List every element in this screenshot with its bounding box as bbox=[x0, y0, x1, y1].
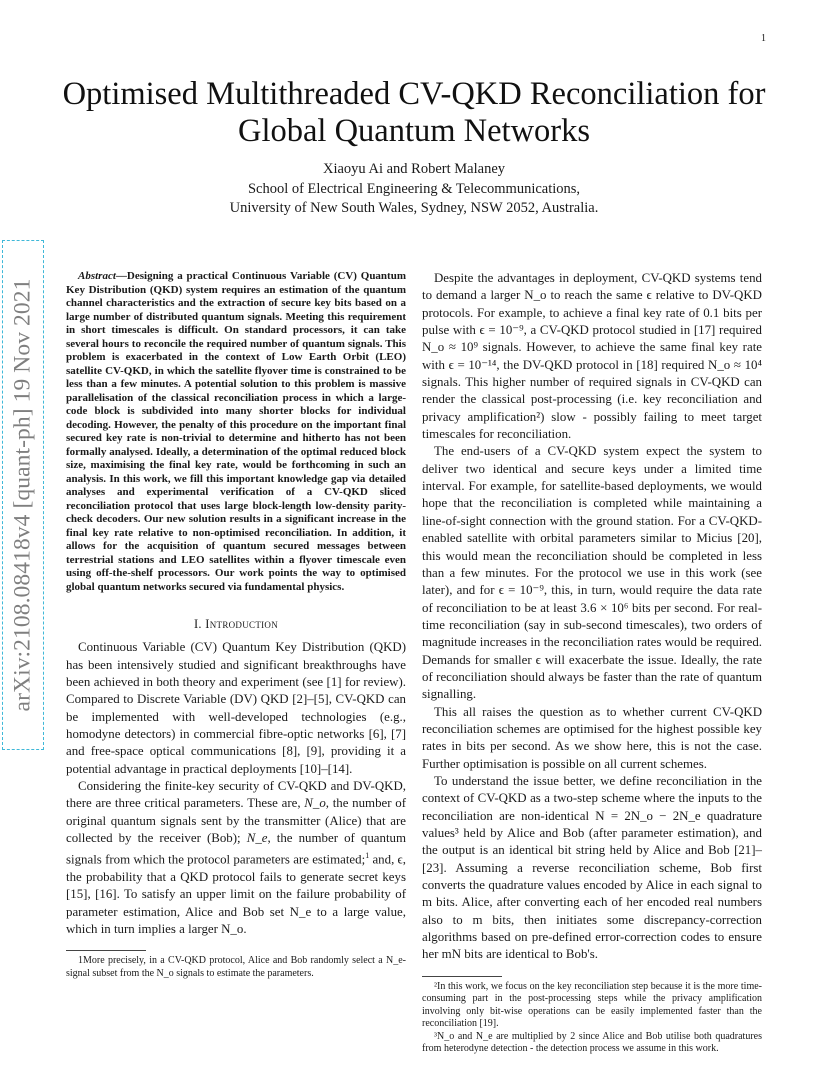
left-column bbox=[66, 270, 406, 980]
author-block bbox=[60, 160, 768, 219]
paper-title: Optimised Multithreaded CV-QKD Reconciliation for Global Quantum Networks bbox=[62, 76, 766, 149]
abstract-lead: Abstract bbox=[78, 270, 116, 282]
affiliation-line-1: School of Electrical Engineering & Telecommunications, bbox=[247, 180, 581, 197]
footnote-3: ³N_o and N_e are multiplied by 2 since Alice and Bob utilise both quadratures from heterodyne detection - the detection process we assume in this work. bbox=[422, 1030, 762, 1055]
author-names: Xiaoyu Ai and Robert Malaney bbox=[322, 161, 505, 177]
section-heading: I. Introduction bbox=[193, 617, 279, 631]
right-column bbox=[422, 270, 762, 1056]
intro-paragraph-6: To understand the issue better, we define reconciliation in the context of CV-QKD as a two-step scheme where the inputs to the reconciliation are non-identical N = 2N_o − 2N_e quadrature values³ held by Alice and Bob (after parameter estimation), and the output is an identical bit string held by Alice and Bob [21]–[23]. Assuming a reverse reconciliation scheme, Bob first converts the quadrature values encoded by Alice in each signal to m bits. Alice, after converting each of her encoded real numbers also to m bits, then initiates some discrepancy-correction algorithms based on pre-defined error-correction codes to ensure her mN bits are identical to Bob's. bbox=[422, 773, 762, 962]
intro-paragraph-2: Considering the finite-key security of CV-QKD and DV-QKD, there are three critical parameters. These are, N_o, the number of original quantum signals sent by the transmitter (Alice) that are collected by the receiver (Bob); N_e, the number of quantum signals from which the protocol parameters are estimated;$^1$ and, ϵ, the probability that a QKD protocol fails to generate secret keys [15], [16]. To satisfy an upper limit on the failure probability of parameter estimation, Alice and Bob set N_e to a large value, which in turn implies a larger N_o. bbox=[66, 779, 406, 937]
intro-paragraph-1: Continuous Variable (CV) Quantum Key Distribution (QKD) has been intensively studied and significant breakthroughs have been achieved in both theory and experiment (see [1] for review). Compared to Discrete Variable (DV) QKD [2]–[5], CV-QKD can be implemented with well-developed technologies (e.g., homodyne detectors) in commercial fibre-optic networks [6], [7] and free-space optical communications [8], [9], providing it a potential advantage in practical deployments [10]–[14]. bbox=[66, 640, 406, 776]
abstract bbox=[66, 270, 406, 594]
affiliation-line-2: University of New South Wales, Sydney, NSW 2052, Australia. bbox=[229, 200, 599, 216]
page-number: 1 bbox=[761, 33, 766, 44]
footnote-1: 1More precisely, in a CV-QKD protocol, Alice and Bob randomly select a N_e-signal subset from the N_o signals to estimate the parameters. bbox=[66, 955, 406, 979]
footnote-rule bbox=[66, 950, 146, 951]
arxiv-stamp-text: arXiv:2108.08418v4 [quant-ph] 19 Nov 2021 bbox=[9, 278, 36, 712]
intro-paragraph-3: Despite the advantages in deployment, CV-QKD systems tend to demand a larger N_o to reach the same ϵ relative to DV-QKD protocols. For example, to achieve a final key rate of 0.1 bits per pulse with ϵ = 10⁻⁹, a CV-QKD protocol studied in [17] required N_o ≈ 10⁹ signals. However, to achieve the same final key rate with ϵ = 10⁻¹⁴, the DV-QKD protocol in [18] required N_o ≈ 10⁴ signals. This higher number of required signals in CV-QKD can render the classical post-processing (i.e. key reconciliation and privacy amplification²) slow - possibly failing to meet target timescales for reconciliation. bbox=[422, 271, 762, 442]
intro-paragraph-5: This all raises the question as to whether current CV-QKD reconciliation schemes are optimised for the highest possible key rates in bits per second. As we show here, this is not the case. Further optimisation is possible on all current schemes. bbox=[422, 704, 762, 771]
abstract-text: —Designing a practical Continuous Variable (CV) Quantum Key Distribution (QKD) system requires an estimation of the quantum channel characteristics and the extraction of secure key bits based on a large number of distributed quantum signals. Meeting this requirement in short timescales is difficult. On standard processors, it can take several hours to reconcile the required number of quantum signals. This problem is exacerbated in the context of Low Earth Orbit (LEO) satellite CV-QKD, in which the satellite flyover time is constrained to be less than a few minutes. A potential solution to this problem is massive parallelisation of the classical reconciliation process in which a large-code block is subdivided into many shorter blocks for individual decoding. However, the penalty of this procedure on the important final secured key rate is non-trivial to determine and hitherto has not been formally analysed. Ideally, a determination of the optimal reduced block size, maximising the final key rate, would be forthcoming in such an analysis. In this work, we fill this important knowledge gap via detailed analyses and experimental verification of a CV-QKD sliced reconciliation protocol that uses large block-length low-density parity-check decoders. Our new solution results in a significant increase in the final key rate relative to non-optimised reconciliation. In addition, it allows for the acquisition of quantum secured messages between terrestrial stations and LEO satellites within a flyover timescale even using off-the-shelf processors. Our work points the way to optimised global quantum networks secured via fundamental physics. bbox=[66, 270, 406, 593]
footnote-rule-right bbox=[422, 976, 502, 977]
footnote-2: ²In this work, we focus on the key reconciliation step because it is the more time-consuming part in the post-processing steps while the privacy amplification involving only bit-wise operations can be easily implemented faster than the reconciliation [19]. bbox=[422, 980, 762, 1030]
intro-paragraph-4: The end-users of a CV-QKD system expect the system to deliver two identical and secure keys under a limited time interval. For example, for satellite-based deployments, we would hope that the reconciliation is completed while maintaining a line-of-sight connection with the ground station. For a CV-QKD-enabled satellite with orbital parameters similar to Micius [20], this would mean the reconciliation should be completed in less than a few minutes. For the protocol we use in this work (see later), and for ϵ = 10⁻⁹, this, in turn, would require the data rate of reconciliation to be at least 3.6 × 10⁶ bits per second. For real-time reconciliation (say in sub-second timescales), two orders of magnitude increases in the reconciliation rates would be required. Demands for smaller ϵ will exacerbate the issue. Ideally, the rate of reconciliation should always be faster than the rate of quantum signalling. bbox=[422, 444, 762, 702]
arxiv-stamp bbox=[2, 240, 44, 750]
